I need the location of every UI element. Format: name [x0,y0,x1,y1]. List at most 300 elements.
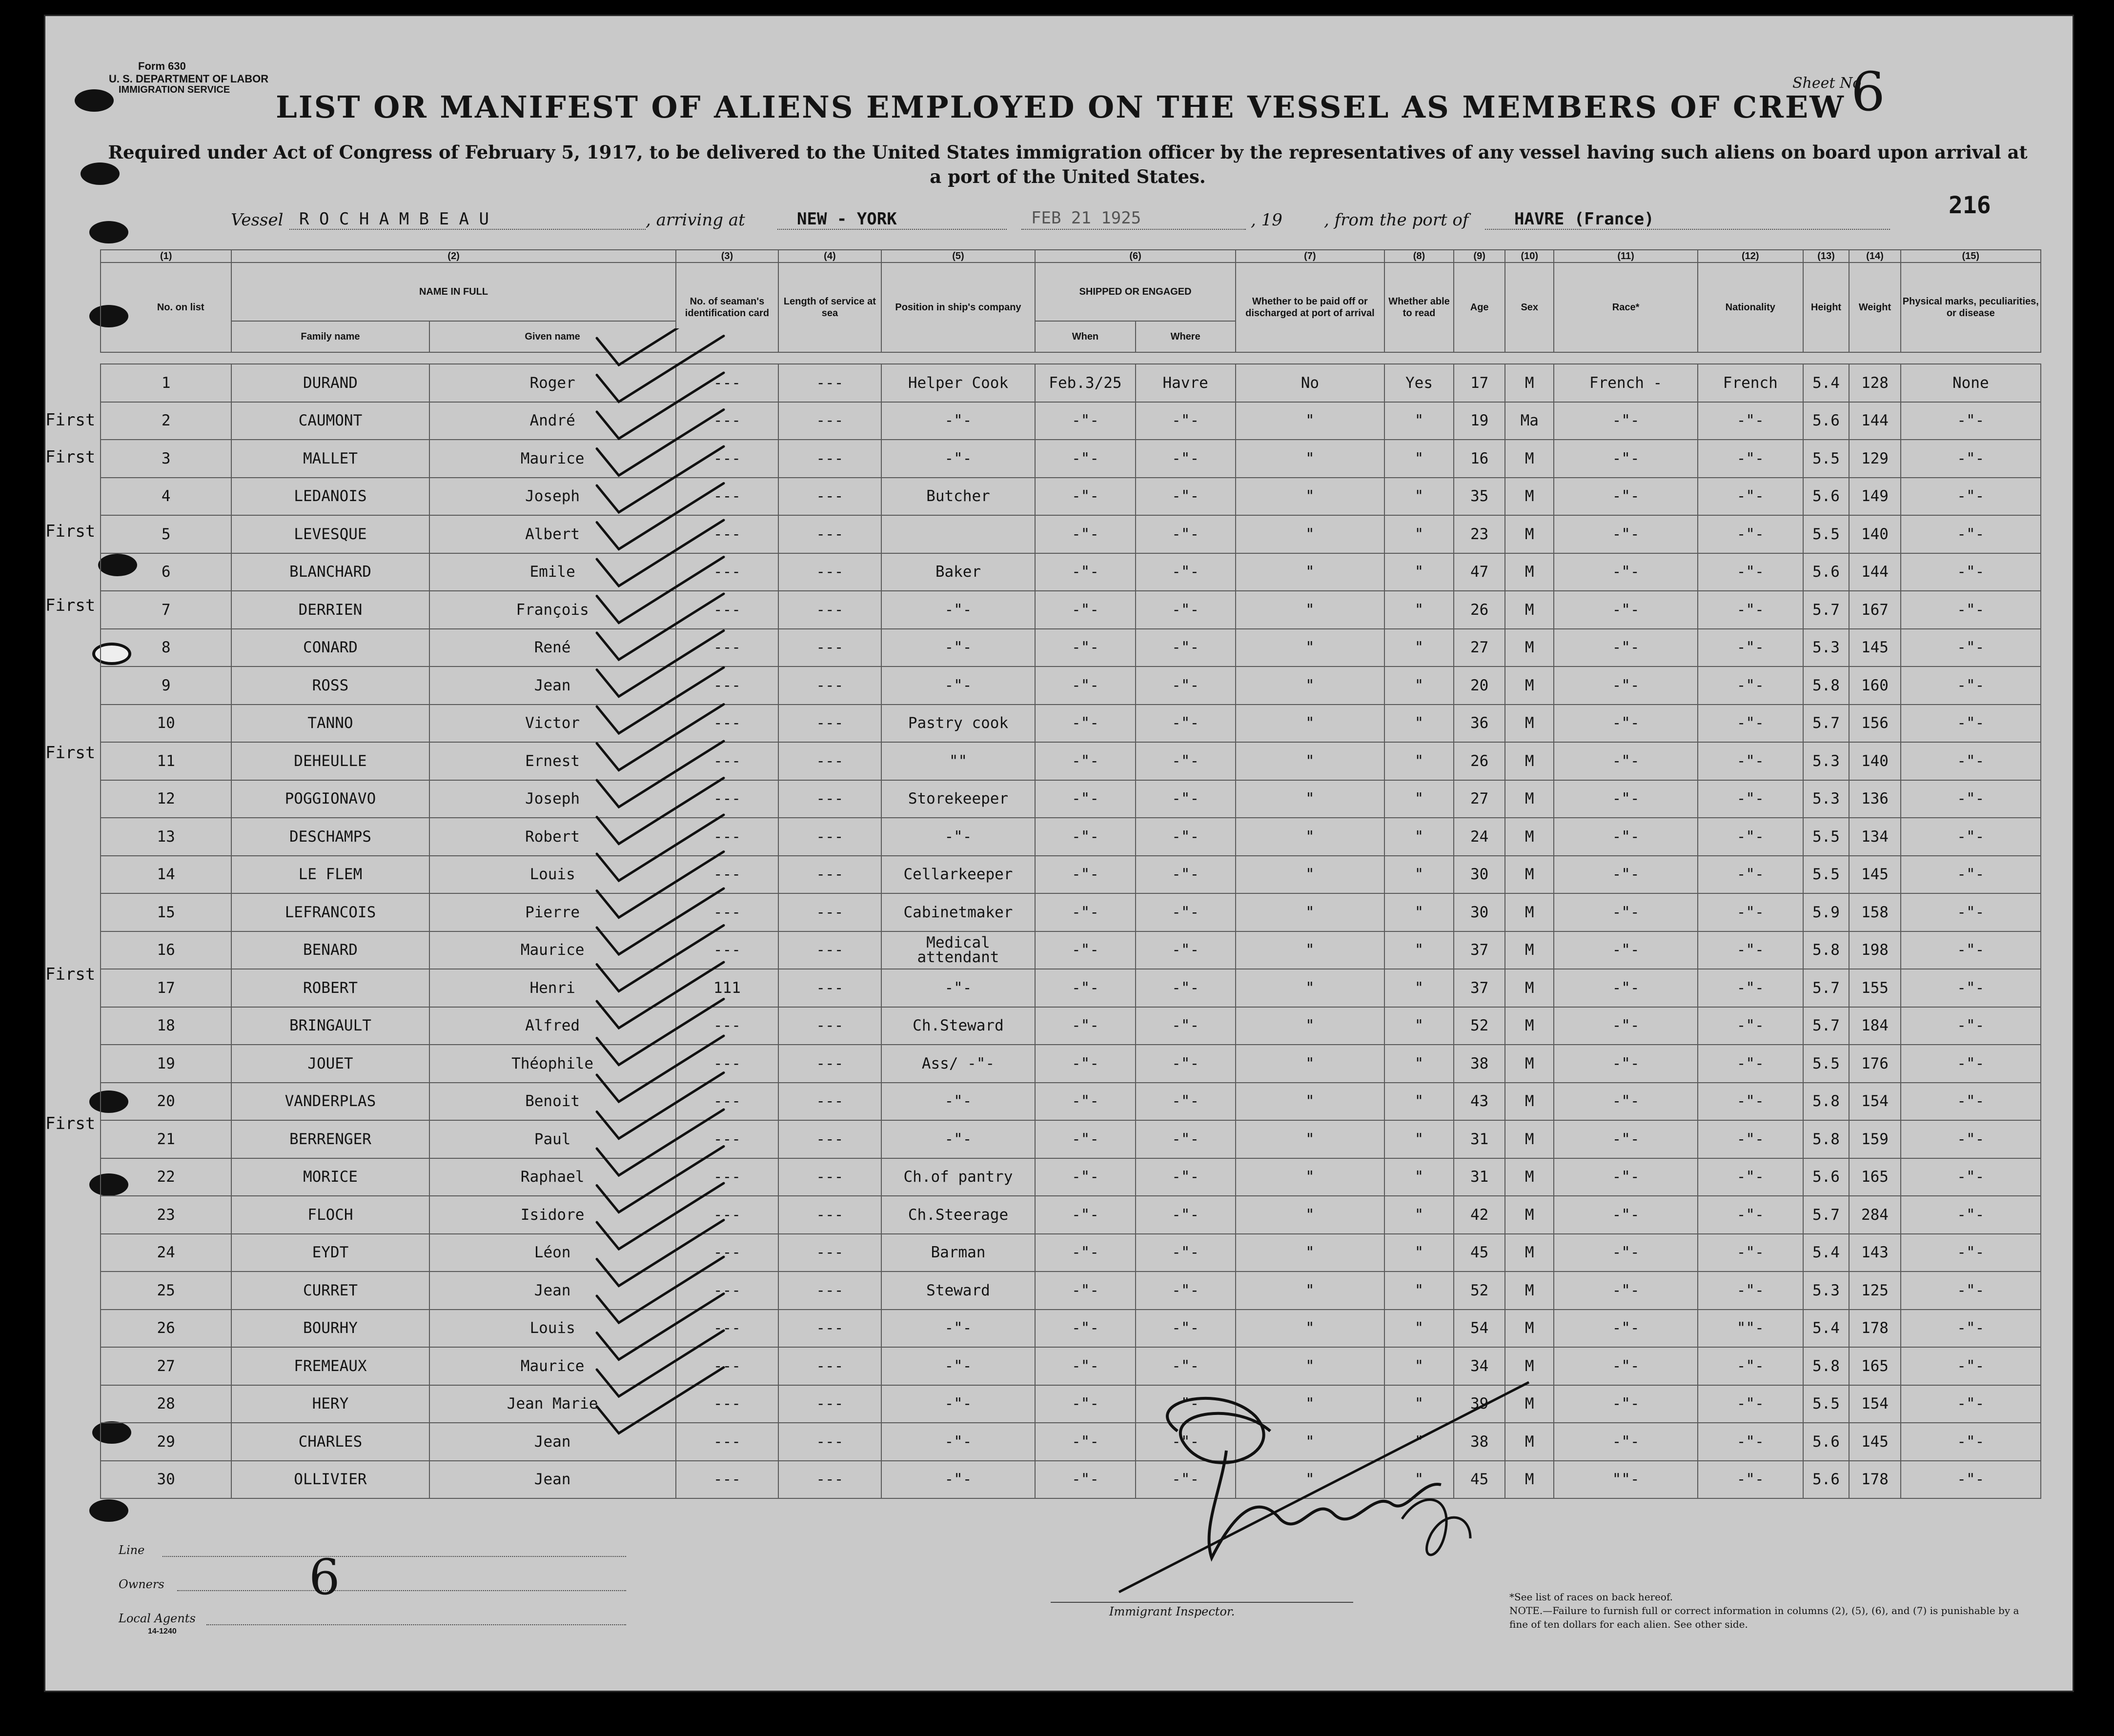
physical-marks-cell: -"- [1901,856,2041,894]
shipped-when-cell: -"- [1035,705,1135,743]
age-cell: 47 [1454,553,1505,591]
penalty-note: NOTE.—Failure to furnish full or correct information in columns (2), (5), (6), and (7) is punishable by a fine of ten dollars for each alien. See other side. [1509,1605,2019,1630]
paid-off-cell: " [1236,1272,1384,1310]
position-cell: -"- [881,1385,1036,1423]
physical-marks-cell: -"- [1901,931,2041,969]
header-paid-off: Whether to be paid off or discharged at port of arrival [1236,262,1384,352]
weight-cell: 154 [1849,1385,1900,1423]
race-cell: -"- [1554,1385,1698,1423]
paid-off-cell: " [1236,818,1384,856]
able-to-read-cell: " [1384,591,1454,629]
physical-marks-cell: -"- [1901,515,2041,553]
header-weight: Weight [1849,262,1900,352]
physical-marks-cell: -"- [1901,1196,2041,1234]
nationality-cell: -"- [1698,705,1803,743]
weight-cell: 165 [1849,1158,1900,1196]
race-cell: -"- [1554,515,1698,553]
age-cell: 30 [1454,856,1505,894]
shipped-when-cell: -"- [1035,818,1135,856]
table-row [101,893,2041,931]
shipped-when-cell: -"- [1035,1234,1135,1272]
shipped-when-cell: -"- [1035,1196,1135,1234]
weight-cell: 160 [1849,666,1900,705]
page-subtitle: Required under Act of Congress of February 5, 1917, to be delivered to the United States immigration officer by the representatives of any vessel having such aliens on board upon arrival at a port of the United States. [108,141,2028,187]
position-cell: Baker [881,553,1036,591]
shipped-where-cell: -"- [1136,856,1236,894]
row-number-cell: 7 [101,591,231,629]
height-cell: 5.7 [1803,591,1850,629]
length-of-service-cell: --- [778,1347,881,1385]
physical-marks-cell: None [1901,364,2041,402]
height-cell: 5.7 [1803,1007,1850,1045]
margin-note: First [45,1114,96,1133]
height-cell: 5.5 [1803,818,1850,856]
shipped-when-cell: -"- [1035,969,1135,1007]
physical-marks-cell: -"- [1901,1007,2041,1045]
check-marks [563,328,768,1499]
physical-marks-cell: -"- [1901,1461,2041,1499]
row-number-cell: 18 [101,1007,231,1045]
weight-cell: 154 [1849,1083,1900,1121]
check-mark-icon [597,926,724,991]
family-name-cell: VANDERPLAS [231,1083,429,1121]
row-number-cell: 28 [101,1385,231,1423]
row-number-cell: 25 [101,1272,231,1310]
shipped-where-cell: -"- [1136,1158,1236,1196]
page-title: LIST OR MANIFEST OF ALIENS EMPLOYED ON THE VESSEL AS MEMBERS OF CREW [276,89,1845,125]
family-name-cell: CHARLES [231,1423,429,1461]
given-name-cell: Maurice [429,440,676,478]
sex-cell: M [1505,856,1554,894]
physical-marks-cell: -"- [1901,780,2041,818]
table-row [101,402,2041,440]
given-name-cell: Robert [429,818,676,856]
able-to-read-cell: " [1384,1158,1454,1196]
position-cell: -"- [881,591,1036,629]
age-cell: 16 [1454,440,1505,478]
paid-off-cell: " [1236,780,1384,818]
arrival-port: NEW - YORK [797,209,897,229]
seaman-card-cell: --- [676,666,778,705]
weight-cell: 144 [1849,553,1900,591]
age-cell: 38 [1454,1045,1505,1083]
sex-cell: M [1505,931,1554,969]
table-row [101,742,2041,780]
paid-off-cell: " [1236,402,1384,440]
given-name-cell: Jean Marie [429,1385,676,1423]
shipped-where-cell: -"- [1136,1234,1236,1272]
able-to-read-cell: " [1384,1083,1454,1121]
length-of-service-cell: --- [778,591,881,629]
weight-cell: 156 [1849,705,1900,743]
able-to-read-cell: " [1384,1045,1454,1083]
position-cell: -"- [881,666,1036,705]
position-cell: -"- [881,1347,1036,1385]
physical-marks-cell: -"- [1901,818,2041,856]
seaman-card-cell: --- [676,515,778,553]
vessel-name: R O C H A M B E A U [299,209,489,229]
table-row [101,1385,2041,1423]
weight-cell: 129 [1849,440,1900,478]
check-mark-icon [597,594,724,660]
paid-off-cell: " [1236,856,1384,894]
row-number-cell: 5 [101,515,231,553]
shipped-when-cell: -"- [1035,629,1135,667]
check-mark-icon [597,741,724,807]
race-cell: -"- [1554,440,1698,478]
table-row [101,1310,2041,1348]
height-cell: 5.6 [1803,553,1850,591]
table-row [101,1461,2041,1499]
row-number-cell: 24 [101,1234,231,1272]
position-cell: Storekeeper [881,780,1036,818]
given-name-cell: Maurice [429,931,676,969]
family-name-cell: CAUMONT [231,402,429,440]
paid-off-cell: " [1236,705,1384,743]
able-to-read-cell: " [1384,818,1454,856]
row-number-cell: 12 [101,780,231,818]
row-number-cell: 14 [101,856,231,894]
seaman-card-cell: --- [676,1007,778,1045]
nationality-cell: -"- [1698,1347,1803,1385]
family-name-cell: LEVESQUE [231,515,429,553]
position-cell: Steward [881,1272,1036,1310]
row-number-cell: 3 [101,440,231,478]
seaman-card-cell: --- [676,591,778,629]
length-of-service-cell: --- [778,742,881,780]
given-name-cell: Roger [429,364,676,402]
family-name-cell: FREMEAUX [231,1347,429,1385]
age-cell: 36 [1454,705,1505,743]
age-cell: 34 [1454,1347,1505,1385]
col-num-8: (8) [1384,250,1454,262]
able-to-read-cell: " [1384,1385,1454,1423]
paid-off-cell: " [1236,742,1384,780]
row-number-cell: 20 [101,1083,231,1121]
family-name-cell: LEDANOIS [231,478,429,516]
race-cell: -"- [1554,1310,1698,1348]
race-cell: -"- [1554,629,1698,667]
height-cell: 5.6 [1803,1158,1850,1196]
age-cell: 27 [1454,629,1505,667]
race-cell: -"- [1554,1234,1698,1272]
given-name-cell: Maurice [429,1347,676,1385]
sex-cell: M [1505,364,1554,402]
age-cell: 26 [1454,742,1505,780]
check-mark-icon [597,520,724,586]
given-name-cell: Jean [429,666,676,705]
seaman-card-cell: --- [676,1310,778,1348]
shipped-when-cell: -"- [1035,1083,1135,1121]
given-name-cell: Victor [429,705,676,743]
check-mark-icon [597,373,724,439]
paid-off-cell: " [1236,1045,1384,1083]
line-label: Line [119,1543,145,1557]
nationality-cell: -"- [1698,440,1803,478]
header-sex: Sex [1505,262,1554,352]
race-cell: French - [1554,364,1698,402]
able-to-read-cell: " [1384,1461,1454,1499]
row-number-cell: 26 [101,1310,231,1348]
race-cell: -"- [1554,1120,1698,1158]
length-of-service-cell: --- [778,705,881,743]
shipped-when-cell: -"- [1035,515,1135,553]
family-name-cell: JOUET [231,1045,429,1083]
check-mark-icon [597,705,724,770]
weight-cell: 128 [1849,364,1900,402]
local-agents-label: Local Agents [119,1612,196,1625]
able-to-read-cell: " [1384,705,1454,743]
sex-cell: M [1505,440,1554,478]
height-cell: 5.3 [1803,780,1850,818]
paid-off-cell: " [1236,969,1384,1007]
weight-cell: 178 [1849,1310,1900,1348]
age-cell: 42 [1454,1196,1505,1234]
nationality-cell: -"- [1698,1234,1803,1272]
shipped-where-cell: -"- [1136,402,1236,440]
given-name-cell: Louis [429,1310,676,1348]
shipped-where-cell: -"- [1136,969,1236,1007]
paid-off-cell: " [1236,553,1384,591]
col-num-4: (4) [778,250,881,262]
height-cell: 5.8 [1803,1347,1850,1385]
weight-cell: 284 [1849,1196,1900,1234]
binder-hole [89,221,128,243]
given-name-cell: Jean [429,1272,676,1310]
row-number-cell: 13 [101,818,231,856]
sex-cell: M [1505,629,1554,667]
shipped-when-cell: Feb.3/25 [1035,364,1135,402]
sex-cell: M [1505,1007,1554,1045]
given-name-cell: François [429,591,676,629]
given-name-cell: André [429,402,676,440]
header-when: When [1035,321,1135,352]
nationality-cell: -"- [1698,818,1803,856]
header-able-read: Whether able to read [1384,262,1454,352]
races-note: *See list of races on back hereof. [1509,1591,1673,1603]
seaman-card-cell: --- [676,1083,778,1121]
height-cell: 5.7 [1803,705,1850,743]
table-row [101,629,2041,667]
shipped-when-cell: -"- [1035,1272,1135,1310]
table-row [101,780,2041,818]
margin-note: First [45,596,96,615]
shipped-where-cell: -"- [1136,629,1236,667]
sex-cell: M [1505,1158,1554,1196]
sheet-number: 6 [1851,61,1885,123]
given-name-cell: Albert [429,515,676,553]
crew-rows [101,364,2041,1498]
position-cell: -"- [881,818,1036,856]
given-name-cell: Benoit [429,1083,676,1121]
table-row [101,591,2041,629]
from-port-label: , from the port of [1324,210,1469,230]
table-row [101,1007,2041,1045]
race-cell: -"- [1554,931,1698,969]
able-to-read-cell: " [1384,1120,1454,1158]
physical-marks-cell: -"- [1901,1347,2041,1385]
header-height: Height [1803,262,1850,352]
family-name-cell: EYDT [231,1234,429,1272]
position-cell: -"- [881,969,1036,1007]
check-mark-icon [597,1331,724,1396]
weight-cell: 155 [1849,969,1900,1007]
table-row [101,931,2041,969]
paid-off-cell: " [1236,1120,1384,1158]
height-cell: 5.7 [1803,969,1850,1007]
header-length-service: Length of service at sea [778,262,881,352]
shipped-when-cell: -"- [1035,1007,1135,1045]
length-of-service-cell: --- [778,1083,881,1121]
header-race: Race* [1554,262,1698,352]
family-name-cell: BERRENGER [231,1120,429,1158]
weight-cell: 140 [1849,742,1900,780]
paid-off-cell: " [1236,931,1384,969]
table-row [101,1272,2041,1310]
paid-off-cell: " [1236,629,1384,667]
weight-cell: 145 [1849,629,1900,667]
header-seaman-card: No. of seaman's identification card [676,262,778,352]
physical-marks-cell: -"- [1901,478,2041,516]
nationality-cell: -"- [1698,629,1803,667]
race-cell: -"- [1554,402,1698,440]
family-name-cell: BENARD [231,931,429,969]
family-name-cell: BOURHY [231,1310,429,1348]
given-name-cell: Isidore [429,1196,676,1234]
table-row [101,1083,2041,1121]
given-name-cell: Raphael [429,1158,676,1196]
shipped-when-cell: -"- [1035,1310,1135,1348]
paid-off-cell: " [1236,1310,1384,1348]
position-cell: Ch.Steward [881,1007,1036,1045]
sex-cell: M [1505,705,1554,743]
check-mark-icon [597,667,724,733]
able-to-read-cell: " [1384,1196,1454,1234]
col-num-10: (10) [1505,250,1554,262]
shipped-where-cell: -"- [1136,1385,1236,1423]
length-of-service-cell: --- [778,856,881,894]
shipped-when-cell: -"- [1035,553,1135,591]
position-cell: -"- [881,402,1036,440]
weight-cell: 149 [1849,478,1900,516]
given-name-cell: Alfred [429,1007,676,1045]
paid-off-cell: " [1236,591,1384,629]
header-age: Age [1454,262,1505,352]
seaman-card-cell: --- [676,893,778,931]
length-of-service-cell: --- [778,780,881,818]
physical-marks-cell: -"- [1901,969,2041,1007]
header-shipped-engaged: SHIPPED OR ENGAGED [1035,262,1235,321]
margin-note: First [45,965,96,984]
family-name-cell: LE FLEM [231,856,429,894]
weight-cell: 125 [1849,1272,1900,1310]
physical-marks-cell: -"- [1901,666,2041,705]
height-cell: 5.5 [1803,440,1850,478]
length-of-service-cell: --- [778,1007,881,1045]
shipped-when-cell: -"- [1035,402,1135,440]
family-name-cell: ROBERT [231,969,429,1007]
arrival-date: FEB 21 1925 [1031,208,1141,228]
service-label: IMMIGRATION SERVICE [119,84,230,95]
nationality-cell: -"- [1698,742,1803,780]
age-cell: 30 [1454,893,1505,931]
shipped-where-cell: -"- [1136,818,1236,856]
age-cell: 35 [1454,478,1505,516]
length-of-service-cell: --- [778,1423,881,1461]
race-cell: -"- [1554,1007,1698,1045]
length-of-service-cell: --- [778,893,881,931]
family-name-cell: BRINGAULT [231,1007,429,1045]
seaman-card-cell: --- [676,780,778,818]
age-cell: 31 [1454,1120,1505,1158]
physical-marks-cell: -"- [1901,742,2041,780]
paid-off-cell: " [1236,666,1384,705]
check-mark-icon [597,1220,724,1286]
check-mark-icon [597,336,724,402]
nationality-cell: -"- [1698,591,1803,629]
nationality-cell: -"- [1698,1007,1803,1045]
given-name-cell: Léon [429,1234,676,1272]
physical-marks-cell: -"- [1901,1158,2041,1196]
length-of-service-cell: --- [778,1272,881,1310]
shipped-where-cell: -"- [1136,666,1236,705]
length-of-service-cell: --- [778,1234,881,1272]
nationality-cell: -"- [1698,1120,1803,1158]
weight-cell: 198 [1849,931,1900,969]
col-num-3: (3) [676,250,778,262]
length-of-service-cell: --- [778,1461,881,1499]
table-row [101,1196,2041,1234]
seaman-card-cell: --- [676,856,778,894]
shipped-where-cell: -"- [1136,1045,1236,1083]
inspector-label: Immigrant Inspector. [1109,1605,1235,1618]
height-cell: 5.9 [1803,893,1850,931]
given-name-cell: Jean [429,1461,676,1499]
shipped-where-cell: Havre [1136,364,1236,402]
shipped-where-cell: -"- [1136,1007,1236,1045]
check-mark-icon [597,888,724,954]
header-given-name: Given name [429,321,676,352]
check-mark-icon [597,1183,724,1249]
row-number-cell: 23 [101,1196,231,1234]
physical-marks-cell: -"- [1901,591,2041,629]
sex-cell: M [1505,969,1554,1007]
given-name-cell: Pierre [429,893,676,931]
department-label: U. S. DEPARTMENT OF LABOR [109,73,269,85]
shipped-where-cell: -"- [1136,1083,1236,1121]
weight-cell: 165 [1849,1347,1900,1385]
sex-cell: M [1505,1310,1554,1348]
age-cell: 52 [1454,1272,1505,1310]
physical-marks-cell: -"- [1901,1310,2041,1348]
nationality-cell: -"- [1698,1196,1803,1234]
col-num-9: (9) [1454,250,1505,262]
table-row [101,1158,2041,1196]
sex-cell: M [1505,742,1554,780]
physical-marks-cell: -"- [1901,440,2041,478]
sex-cell: M [1505,515,1554,553]
position-cell: Ch.Steerage [881,1196,1036,1234]
nationality-cell: -"- [1698,1158,1803,1196]
shipped-where-cell: -"- [1136,780,1236,818]
shipped-where-cell: -"- [1136,440,1236,478]
paid-off-cell: " [1236,1234,1384,1272]
col-num-11: (11) [1554,250,1698,262]
nationality-cell: -"- [1698,1385,1803,1423]
able-to-read-cell: " [1384,931,1454,969]
table-row [101,1234,2041,1272]
position-cell [881,515,1036,553]
